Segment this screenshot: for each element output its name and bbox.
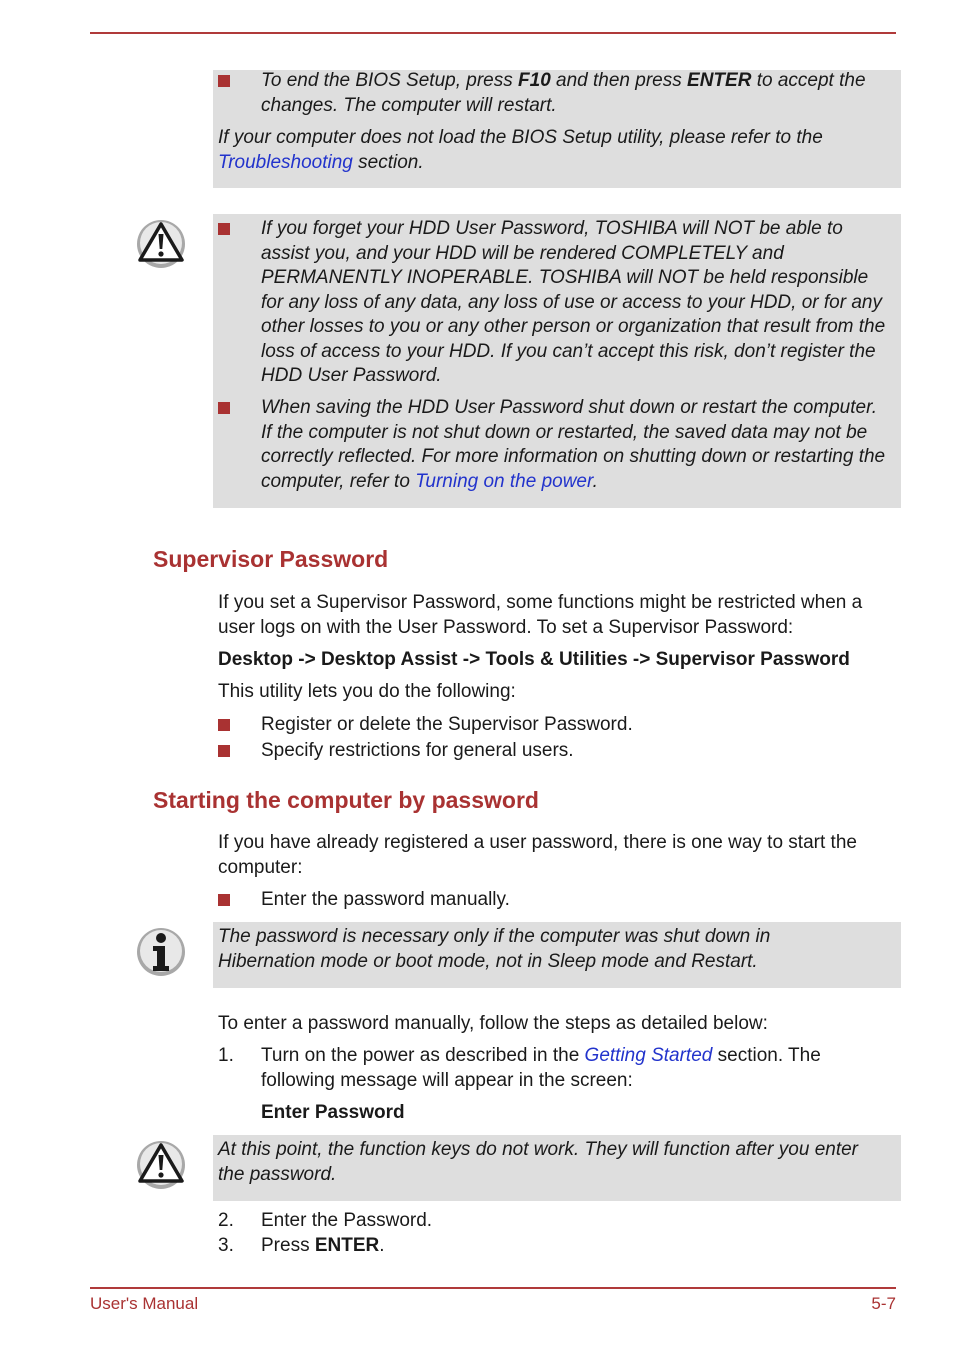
- bullet-square: [218, 719, 230, 731]
- turning-on-power-link[interactable]: Turning on the power: [415, 470, 593, 492]
- bullet-square: [218, 402, 230, 414]
- starting-item: Enter the password manually.: [261, 889, 510, 910]
- warning-hdd-bullet-2: When saving the HDD User Password shut down or restart the computer. If the computer is not shut down or restarted, the saved data may not be correctly reflected. For more information on shutting down or restarting the computer, refer to Turning on the power.: [261, 397, 886, 492]
- footer-rule: [90, 1287, 896, 1289]
- supervisor-path: Desktop -> Desktop Assist -> Tools & Utilities -> Supervisor Password: [218, 649, 850, 670]
- getting-started-link[interactable]: Getting Started: [584, 1045, 713, 1066]
- bullet-square: [218, 894, 230, 906]
- step-1-text: Turn on the power as described in the Getting Started section. The following message will appear in the screen:: [261, 1045, 821, 1091]
- bullet-square: [218, 223, 230, 235]
- step-number-1: 1.: [218, 1045, 234, 1066]
- warning-triangle-icon: [135, 1139, 187, 1191]
- starting-computer-heading: Starting the computer by password: [153, 787, 539, 813]
- step-2-text: Enter the Password.: [261, 1210, 433, 1231]
- note-bios-bullet: To end the BIOS Setup, press F10 and then press ENTER to accept the changes. The computer will restart.: [261, 70, 866, 116]
- supervisor-password-heading: Supervisor Password: [153, 546, 389, 572]
- step-number-2: 2.: [218, 1210, 234, 1231]
- supervisor-item-2: Specify restrictions for general users.: [261, 740, 574, 761]
- troubleshooting-link[interactable]: Troubleshooting: [218, 151, 353, 173]
- steps-intro: To enter a password manually, follow the steps as detailed below:: [218, 1013, 768, 1034]
- footer-page-number: 5-7: [871, 1294, 896, 1313]
- note-bios-paragraph: If your computer does not load the BIOS Setup utility, please refer to the Troubleshooting section.: [218, 127, 823, 173]
- starting-intro: If you have already registered a user password, there is one way to start the computer:: [218, 832, 857, 878]
- header-rule: [90, 32, 896, 34]
- step-number-3: 3.: [218, 1235, 234, 1256]
- step-1-message: Enter Password: [261, 1102, 405, 1123]
- footer-manual-title: User's Manual: [90, 1294, 199, 1313]
- supervisor-lead: This utility lets you do the following:: [218, 681, 516, 702]
- warning-triangle-icon: [135, 218, 187, 270]
- warning-hdd-bullet-1: If you forget your HDD User Password, TOSHIBA will NOT be able to assist you, and your HDD will be rendered COMPLETELY and PERMANENTLY INOPERABLE. TOSHIBA will NOT be held responsible for any loss of any data, any loss of use or access to your HDD, or for any other losses to you or any other person or organization that result from the loss of access to your HDD. If you can’t accept this risk, don’t register the HDD User Password.: [261, 218, 886, 386]
- info-note-text: The password is necessary only if the computer was shut down in Hibernation mode or boot mode, not in Sleep mode and Restart.: [218, 926, 771, 972]
- supervisor-item-1: Register or delete the Supervisor Password.: [261, 714, 633, 735]
- supervisor-intro: If you set a Supervisor Password, some functions might be restricted when a user logs on with the User Password. To set a Supervisor Password:: [218, 592, 863, 638]
- info-icon: [135, 926, 187, 978]
- warning-function-keys-text: At this point, the function keys do not work. They will function after you enter the password.: [218, 1139, 858, 1185]
- bullet-square: [218, 745, 230, 757]
- bullet-square: [218, 75, 230, 87]
- step-3-text: Press ENTER.: [261, 1235, 385, 1256]
